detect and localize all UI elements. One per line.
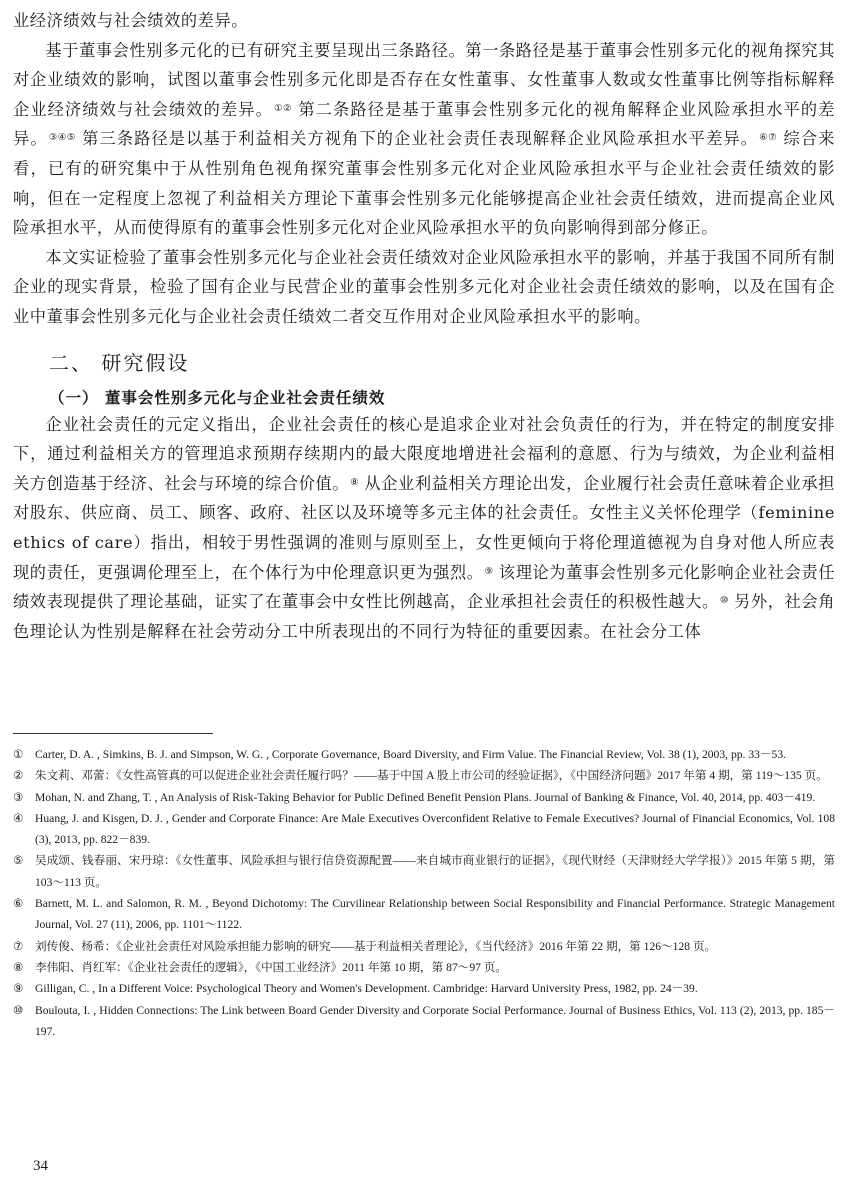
footnote-text: 刘传俊、杨希：《企业社会责任对风险承担能力影响的研究——基于利益相关者理论》，《当代经济》2016 年第 22 期，第 126～128 页。 — [35, 939, 717, 953]
footnote-item — [13, 1000, 835, 1043]
footnotes — [13, 744, 835, 1042]
footnote-text: 李伟阳、肖红军：《企业社会责任的逻辑》，《中国工业经济》2011 年第 10 期，第 87～97 页。 — [35, 960, 508, 974]
subsection-title: （一） 董事会性别多元化与企业社会责任绩效 — [49, 388, 386, 407]
body-paragraphs — [13, 410, 835, 647]
intro-paragraph: 基于董事会性别多元化的已有研究主要呈现出三条路径。第一条路径是基于董事会性别多元化的视角探究其对企业绩效的影响，试图以董事会性别多元化即是否存在女性董事、女性董事人数或女性董事比例等指标解释企业经济绩效与社会绩效的差异。①② 第二条路径是基于董事会性别多元化的视角解释企业风险承担水平的差异。③④⑤ 第三条路径是以基于利益相关方视角下的企业社会责任表现解释企业风险承担水平差异。⑥⑦ 综合来看，已有的研究集中于从性别角色视角探究董事会性别多元化对企业风险承担水平与企业社会责任绩效的影响，但在一定程度上忽视了利益相关方理论下董事会性别多元化能够提高企业社会责任绩效，进而提高企业风险承担水平，从而使得原有的董事会性别多元化对企业风险承担水平的负向影响得到部分修正。 — [13, 40, 835, 238]
footnote-divider — [13, 733, 213, 734]
footnote-item — [13, 744, 835, 765]
footnote-item — [13, 978, 835, 999]
footnote-number: ⑥ — [13, 897, 24, 911]
footnote-item — [13, 936, 835, 957]
footnote-item — [13, 893, 835, 936]
footnote-marker[interactable]: ③④⑤ — [48, 132, 76, 144]
section-title: 二、 研究假设 — [49, 350, 190, 375]
footnote-text: 朱文莉、邓蕾：《女性高管真的可以促进企业社会责任履行吗？——基于中国 A 股上市公司的经验证据》，《中国经济问题》2017 年第 4 期，第 119～135 页。 — [35, 769, 828, 783]
page-body — [13, 6, 835, 646]
footnote-item — [13, 787, 835, 808]
footnote-item — [13, 765, 835, 786]
footnote-number: ② — [13, 769, 24, 783]
footnote-number: ① — [13, 748, 24, 761]
intro-paragraphs — [13, 6, 835, 332]
footnote-marker[interactable]: ⑩ — [719, 595, 729, 607]
footnote-text: Barnett, M. L. and Salomon, R. M. , Beyond Dichotomy: The Curvilinear Relationship between Social Responsibility and Financial Performance. Strategic Management Journal, Vol. 27 (11), 2006, pp. 1101～1122. — [35, 897, 835, 932]
footnote-number: ⑦ — [13, 939, 24, 953]
page-number: 34 — [33, 1158, 48, 1174]
footnote-marker[interactable]: ⑨ — [484, 565, 494, 577]
footnote-number: ③ — [13, 790, 24, 804]
footnote-number: ⑤ — [13, 854, 24, 868]
footnote-marker[interactable]: ⑧ — [350, 476, 359, 488]
footnote-number: ⑧ — [13, 960, 24, 974]
footnote-item — [13, 957, 835, 978]
footnote-text: Gilligan, C. , In a Different Voice: Psychological Theory and Women's Development. Cambridge: Harvard University Press, 1982, pp. 24－39. — [35, 982, 698, 996]
footnote-number: ④ — [13, 811, 24, 825]
footnote-item — [13, 850, 835, 893]
footnote-text: 吴成颂、钱春丽、宋丹琼：《女性董事、风险承担与银行信贷资源配置——来自城市商业银行的证据》，《现代财经（天津财经大学学报）》2015 年第 5 期，第 103～113 页。 — [35, 854, 835, 889]
footnote-text: Huang, J. and Kisgen, D. J. , Gender and Corporate Finance: Are Male Executives Overconfident Relative to Female Executives? Journal of Financial Economics, Vol. 108 (3), 2013, pp. 822－839. — [35, 811, 835, 847]
footnote-marker[interactable]: ⑥⑦ — [759, 132, 778, 144]
footnote-text: Carter, D. A. , Simkins, B. J. and Simpson, W. G. , Corporate Governance, Board Diversity, and Firm Value. The Financial Review, Vol. 38 (1), 2003, pp. 33－53. — [35, 748, 787, 761]
footnote-number: ⑨ — [13, 982, 24, 996]
footnote-number: ⑩ — [13, 1003, 24, 1017]
footnote-text: Boulouta, I. , Hidden Connections: The Link between Board Gender Diversity and Corporate Social Performance. Journal of Business Ethics, Vol. 113 (2), 2013, pp. 185－197. — [35, 1003, 835, 1038]
intro-paragraph: 业经济绩效与社会绩效的差异。 — [13, 11, 249, 30]
intro-paragraph: 本文实证检验了董事会性别多元化与企业社会责任绩效对企业风险承担水平的影响，并基于我国不同所有制企业的现实背景，检验了国有企业与民营企业的董事会性别多元化对企业社会责任绩效的影响，以及在国有企业中董事会性别多元化与企业社会责任绩效二者交互作用对企业风险承担水平的影响。 — [13, 247, 835, 326]
footnote-item — [13, 808, 835, 851]
footnote-text: Mohan, N. and Zhang, T. , An Analysis of Risk-Taking Behavior for Public Defined Benefit Pension Plans. Journal of Banking & Finance, Vol. 40, 2014, pp. 403－419. — [35, 790, 816, 804]
footnote-marker[interactable]: ①② — [273, 102, 293, 114]
body-paragraph: 企业社会责任的元定义指出，企业社会责任的核心是追求企业对社会负责任的行为，并在特定的制度安排下，通过利益相关方的管理追求预期存续期内的最大限度地增进社会福利的意愿、行为与绩效，为企业利益相关方创造基于经济、社会与环境的综合价值。⑧ 从企业利益相关方理论出发，企业履行社会责任意味着企业承担对股东、供应商、员工、顾客、政府、社区以及环境等多元主体的社会责任。女性主义关怀伦理学（feminine ethics of care）指出，相较于男性强调的准则与原则至上，女性更倾向于将伦理道德视为自身对他人所应表现的责任，更强调伦理至上，在个体行为中伦理意识更为强烈。⑨ 该理论为董事会性别多元化影响企业社会责任绩效表现提供了理论基础，证实了在董事会中女性比例越高，企业承担社会责任的积极性越大。⑩ 另外，社会角色理论认为性别是解释在社会劳动分工中所表现出的不同行为特征的重要因素。在社会分工体 — [13, 414, 835, 641]
